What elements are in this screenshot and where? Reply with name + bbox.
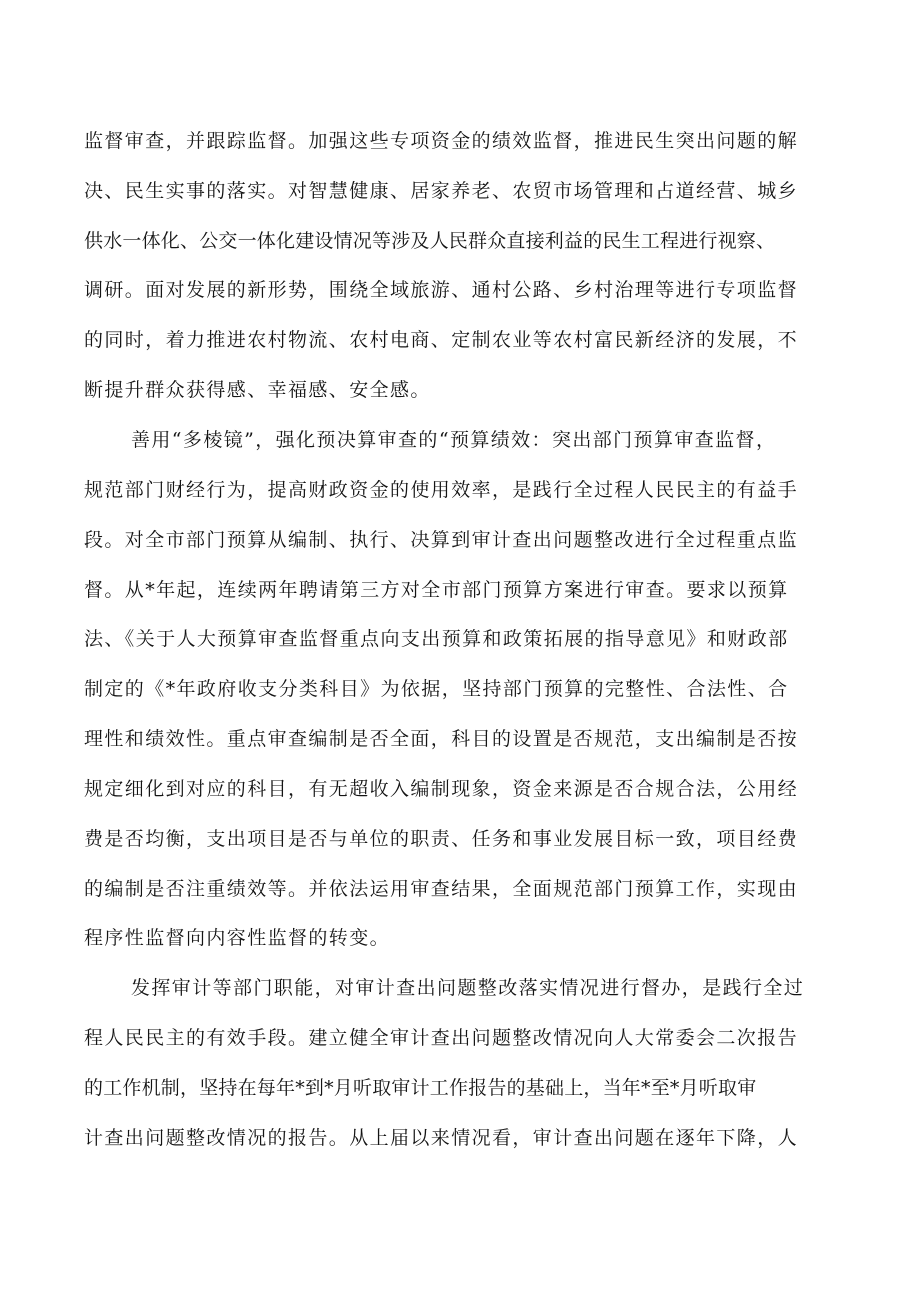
text-line: 规范部门财经行为，提高财政资金的使用效率，是践行全过程人民民主的有益手 [84,479,799,501]
text-line: 费是否均衡，支出项目是否与单位的职责、任务和事业发展目标一致，项目经费 [84,828,799,850]
text-line: 供水一体化、公交一体化建设情况等涉及人民群众直接利益的民生工程进行视察、 [84,230,776,252]
text-line: 调研。面对发展的新形势，围绕全域旅游、通村公路、乡村治理等进行专项监督 [84,279,799,301]
text-line: 程序性监督向内容性监督的转变。 [84,927,391,949]
text-line: 断提升群众获得感、幸福感、安全感。 [84,379,431,401]
text-line: 法、《关于人大预算审查监督重点向支出预算和政策拓展的指导意见》和财政部 [84,628,789,650]
text-line: 督。从*年起，连续两年聘请第三方对全市部门预算方案进行审查。要求以预算 [84,579,789,601]
text-line: 段。对全市部门预算从编制、执行、决算到审计查出问题整改进行全过程重点监 [84,529,799,551]
text-line: 的同时，着力推进农村物流、农村电商、定制农业等农村富民新经济的发展，不 [84,329,799,351]
text-line: 程人民民主的有效手段。建立健全审计查出问题整改情况向人大常委会二次报告 [84,1027,799,1049]
text-line: 善用“多棱镜”，强化预决算审查的“预算绩效：突出部门预算审查监督， [131,429,777,451]
text-line: 理性和绩效性。重点审查编制是否全面，科目的设置是否规范，支出编制是否按 [84,728,799,750]
text-line: 规定细化到对应的科目，有无超收入编制现象，资金来源是否合规合法，公用经 [84,778,799,800]
text-line: 发挥审计等部门职能，对审计查出问题整改落实情况进行督办，是践行全过 [131,977,805,999]
text-line: 监督审查，并跟踪监督。加强这些专项资金的绩效监督，推进民生突出问题的解 [84,130,799,152]
text-line: 的编制是否注重绩效等。并依法运用审查结果，全面规范部门预算工作，实现由 [84,878,799,900]
text-line: 制定的《*年政府收支分类科目》为依据，坚持部门预算的完整性、合法性、合 [84,678,789,700]
text-line: 决、民生实事的落实。对智慧健康、居家养老、农贸市场管理和占道经营、城乡 [84,180,799,202]
text-line: 计查出问题整改情况的报告。从上届以来情况看，审计查出问题在逐年下降，人 [84,1127,799,1149]
text-line: 的工作机制，坚持在每年*到*月听取审计工作报告的基础上，当年*至*月听取审 [84,1077,757,1099]
